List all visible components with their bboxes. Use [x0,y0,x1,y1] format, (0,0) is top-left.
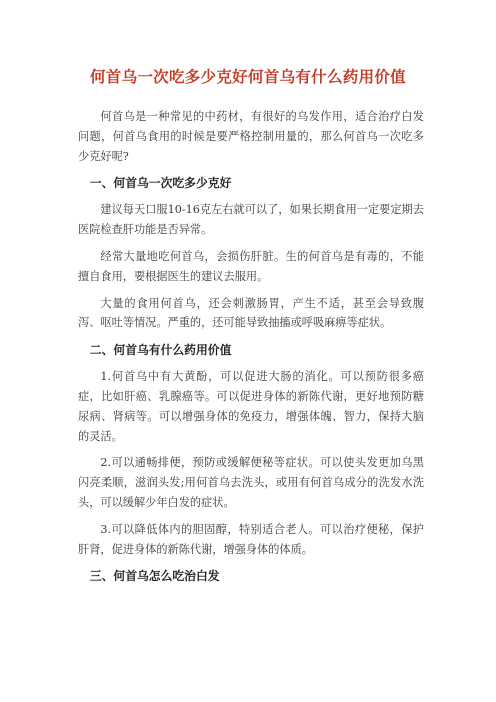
document-title: 何首乌一次吃多少克好何首乌有什么药用价值 [89,67,406,86]
section-heading-1: 一、何首乌一次吃多少克好 [89,176,232,191]
section-heading-3: 三、何首乌怎么吃治白发 [89,569,220,584]
section-heading-2: 二、何首乌有什么药用价值 [89,343,232,358]
paragraph-dosage: 建议每天口服10-16克左右就可以了，如果长期食用一定要定期去医院检查肝功能是否异常。 [78,203,424,237]
document-body [78,107,424,593]
paragraph-liver-warning: 经常大量地吃何首乌，会损伤肝脏。生的何首乌是有毒的，不能擅自食用，要根据医生的建议去服用。 [78,249,424,283]
paragraph-side-effects: 大量的食用何首乌，还会刺激肠胃，产生不适，甚至会导致腹泻、呕吐等情况。严重的，还可能导致抽搐或呼吸麻痹等症状。 [78,296,424,330]
paragraph-value-2: 2.可以通畅排便，预防或缓解便秘等症状。可以使头发更加乌黑闪亮柔顺，滋润头发;用何首乌去洗头，或用有何首乌成分的洗发水洗头，可以缓解少年白发的症状。 [78,456,424,509]
paragraph-value-1: 1.何首乌中有大黄酚，可以促进大肠的消化。可以预防很多癌症，比如肝癌、乳腺癌等。可以促进身体的新陈代谢，更好地预防糖尿病、肾病等。可以增强身体的免疫力，增强体魄、智力，保持大脑的灵活。 [78,370,424,443]
paragraph-value-3: 3.可以降低体内的胆固醇，特别适合老人。可以治疗便秘，保护肝肾，促进身体的新陈代谢，增强身体的体质。 [78,522,424,556]
paragraph-intro: 何首乌是一种常见的中药材，有很好的乌发作用，适合治疗白发问题，何首乌食用的时候是要严格控制用量的，那么何首乌一次吃多少克好呢? [78,110,424,163]
